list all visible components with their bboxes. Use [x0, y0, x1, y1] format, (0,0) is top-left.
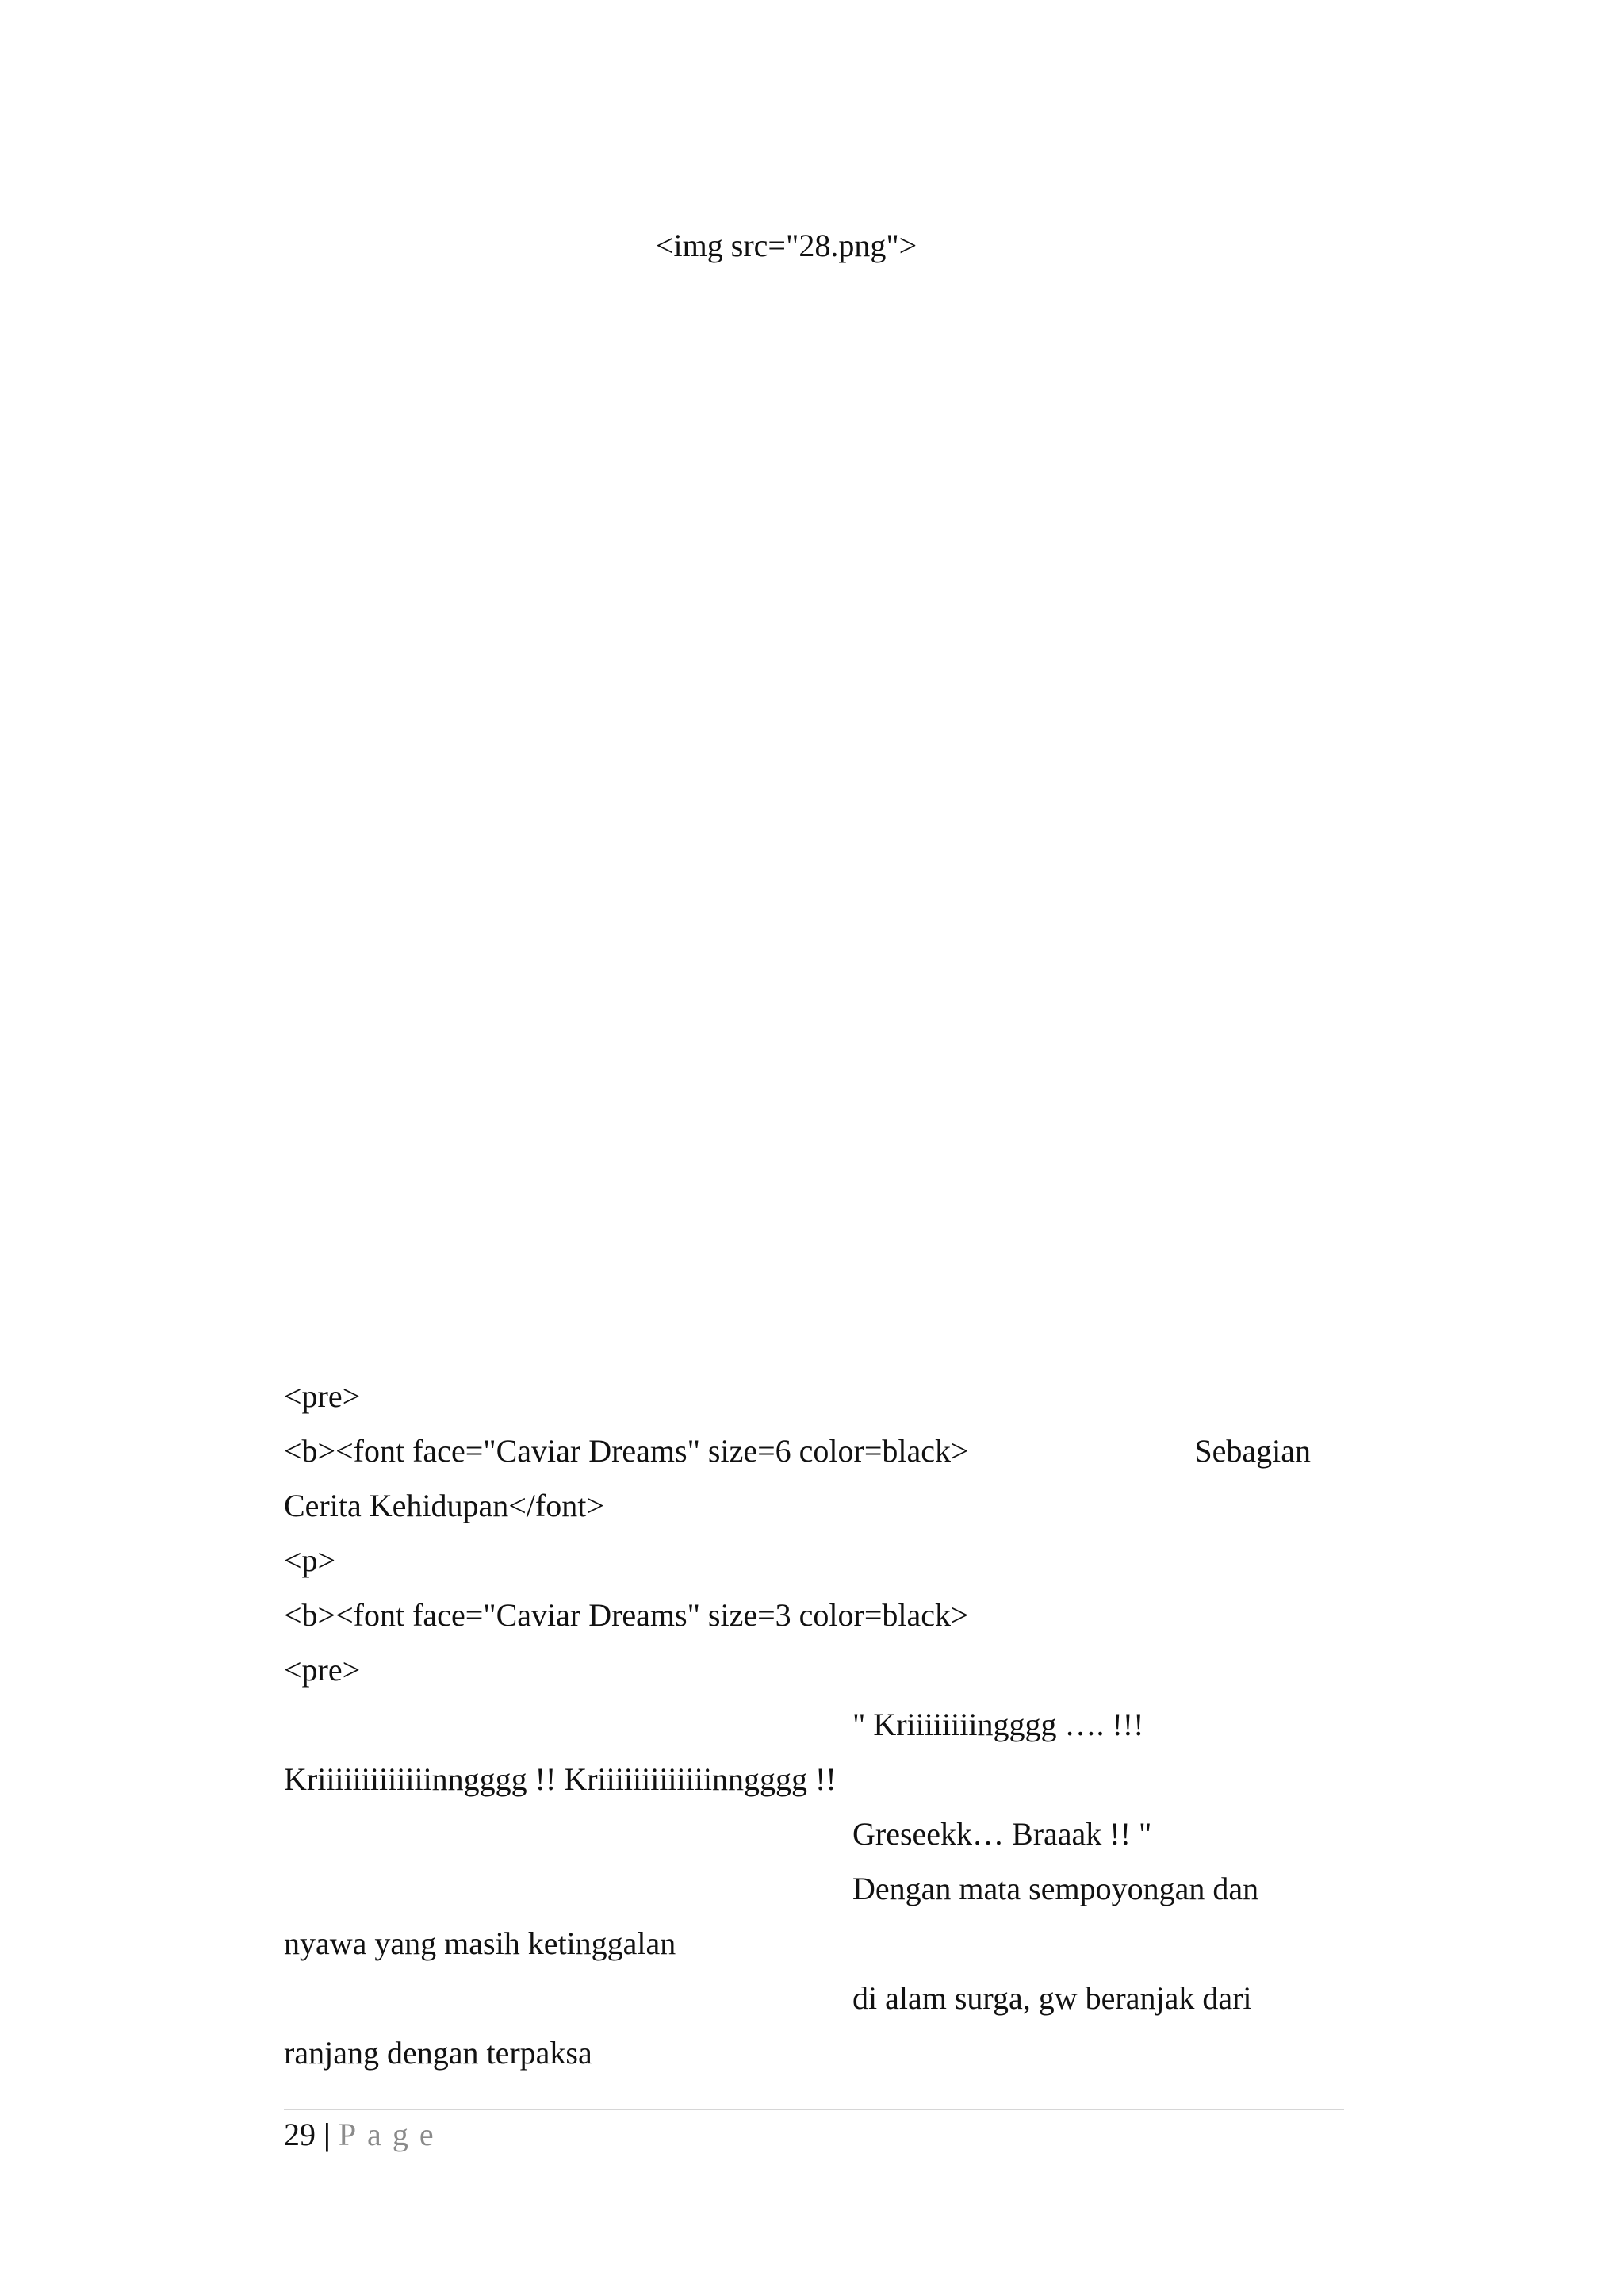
body-line: Kriiiiiiiiiiiiinngggg !! Kriiiiiiiiiiiiinngggg !!: [284, 1761, 837, 1797]
body-line: <b><font face="Caviar Dreams" size=3 color=black>: [284, 1597, 969, 1633]
body-line: <p>: [284, 1542, 336, 1578]
page-footer: [284, 2116, 445, 2154]
body-line: Greseekk… Braaak !! ": [852, 1816, 1152, 1852]
body-line: di alam surga, gw beranjak dari: [852, 1980, 1252, 2016]
body-line: <b><font face="Caviar Dreams" size=6 color=black>: [284, 1433, 969, 1469]
body-line: " Kriiiiiiiingggg …. !!!: [852, 1707, 1144, 1742]
body-line: Dengan mata sempoyongan dan: [852, 1871, 1259, 1906]
page-number: 29: [284, 2117, 316, 2152]
body-line: ranjang dengan terpaksa: [284, 2035, 592, 2071]
footer-separator: |: [324, 2117, 331, 2152]
body-line: Cerita Kehidupan</font>: [284, 1488, 604, 1523]
body-line: <pre>: [284, 1378, 361, 1414]
body-line-right-word: Sebagian: [1194, 1433, 1311, 1469]
image-placeholder-text: <img src="28.png">: [656, 228, 917, 263]
page-label: Page: [338, 2117, 445, 2152]
body-line: <pre>: [284, 1652, 361, 1688]
body-line: nyawa yang masih ketinggalan: [284, 1925, 676, 1961]
footer-divider: [284, 2109, 1344, 2110]
